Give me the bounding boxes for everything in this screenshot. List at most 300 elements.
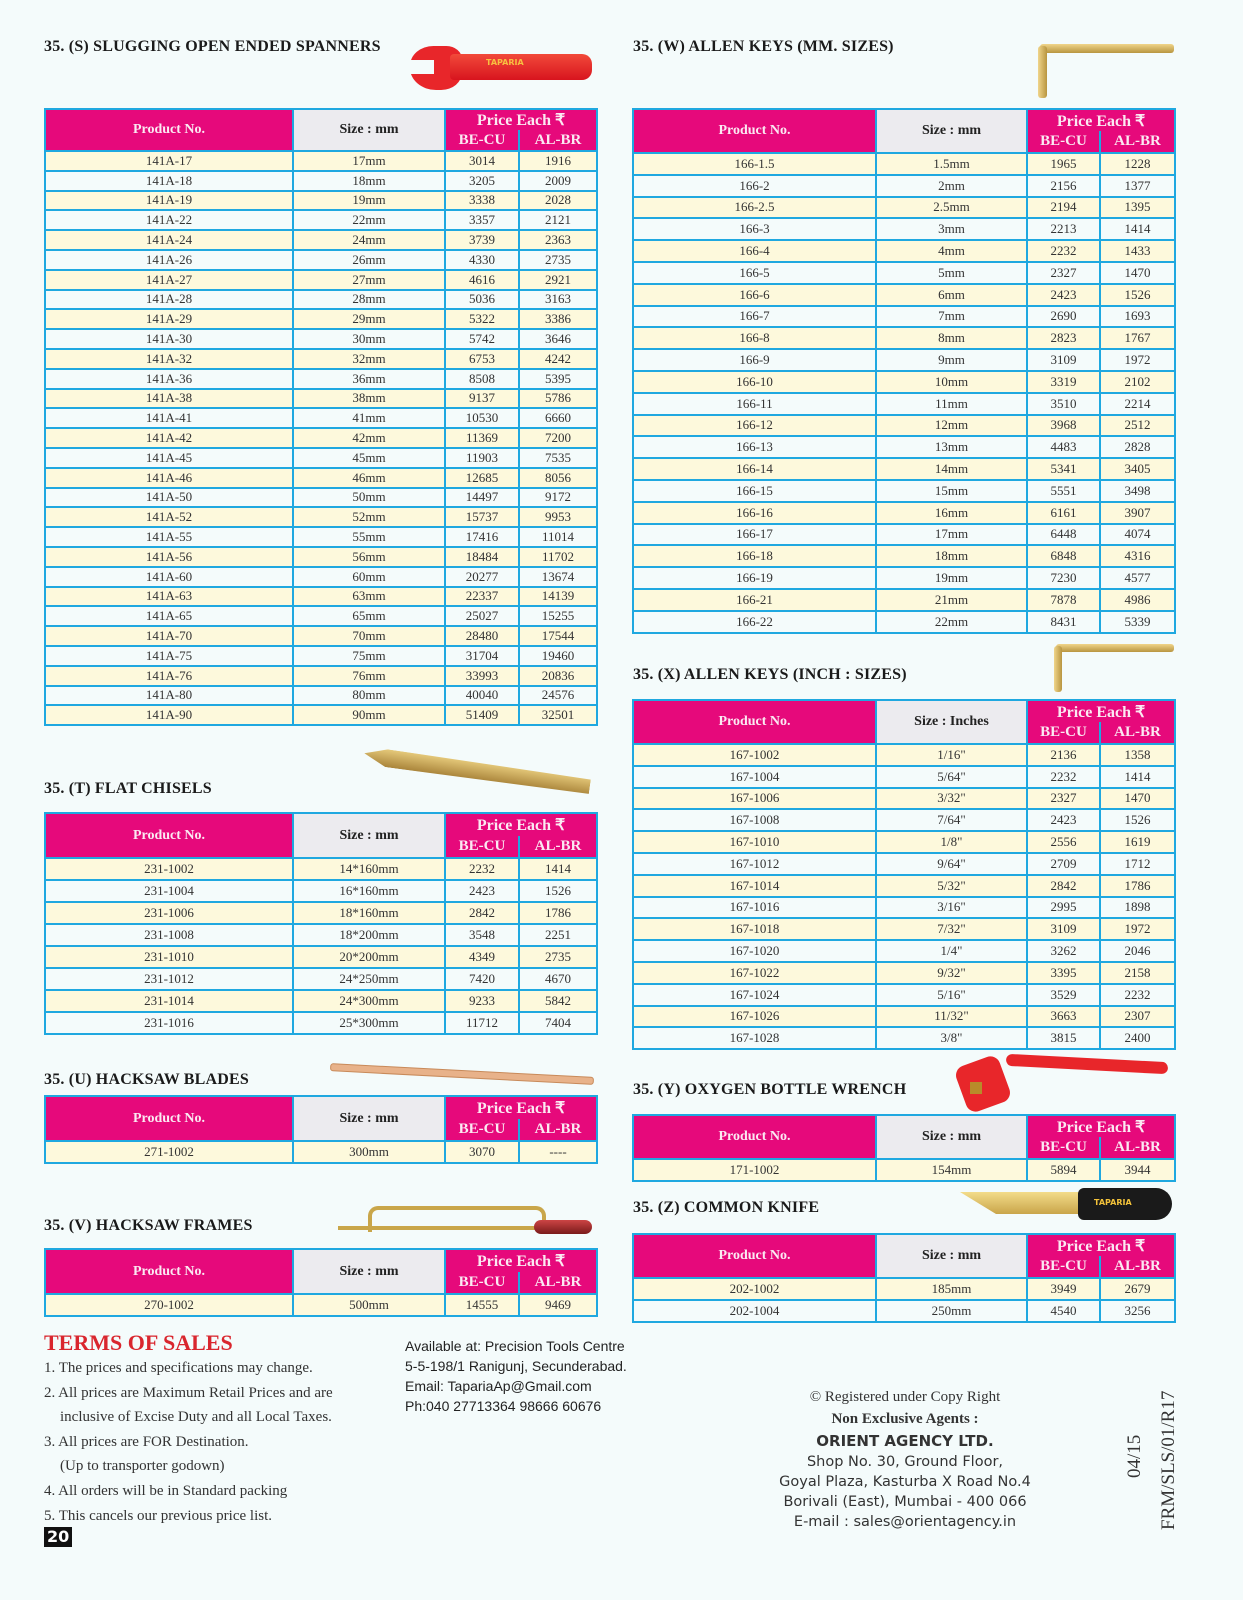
size-cell: 3/8" [876, 1027, 1027, 1049]
size-cell: 75mm [293, 646, 445, 666]
table-row [45, 880, 597, 902]
price-becu-cell: 15737 [445, 507, 519, 527]
product-no-cell: 141A-29 [45, 309, 293, 329]
product-no-cell: 141A-70 [45, 626, 293, 646]
price-albr-cell: 2921 [519, 270, 597, 290]
table-row [633, 393, 1175, 415]
date-code: 04/15 [1124, 1434, 1145, 1478]
price-becu-cell: 9233 [445, 990, 519, 1012]
column-header-price: Price Each ₹ [1027, 1115, 1175, 1137]
price-albr-cell: 1470 [1100, 788, 1175, 810]
size-cell: 56mm [293, 547, 445, 567]
table-row [633, 1159, 1175, 1181]
table-row [45, 902, 597, 924]
price-becu-cell: 11712 [445, 1012, 519, 1034]
price-albr-cell: 13674 [519, 567, 597, 587]
column-header-becu: BE-CU [1027, 722, 1100, 744]
size-cell: 1/8" [876, 831, 1027, 853]
price-albr-cell: 1898 [1100, 897, 1175, 919]
section-title-u: 35. (U) HACKSAW BLADES [44, 1071, 250, 1088]
price-albr-cell: 14139 [519, 587, 597, 607]
price-albr-cell: 15255 [519, 606, 597, 626]
table-row [45, 1012, 597, 1034]
column-header-albr: AL-BR [1100, 1256, 1175, 1278]
agent-email: E-mail : sales@orientagency.in [793, 1514, 1017, 1530]
price-becu-cell: 2842 [445, 902, 519, 924]
price-becu-cell: 7878 [1027, 589, 1100, 611]
terms-list [44, 1356, 333, 1528]
price-albr-cell: 8056 [519, 468, 597, 488]
price-albr-cell: 4670 [519, 968, 597, 990]
column-header-becu: BE-CU [445, 1119, 519, 1142]
column-header-becu: BE-CU [445, 836, 519, 859]
size-cell: 11/32" [876, 1006, 1027, 1028]
price-becu-cell: 9137 [445, 389, 519, 409]
table-row [633, 984, 1175, 1006]
size-cell: 8mm [876, 327, 1027, 349]
size-cell: 55mm [293, 527, 445, 547]
price-becu-cell: 5322 [445, 309, 519, 329]
column-header-size: Size : mm [876, 1115, 1027, 1159]
price-albr-cell: 19460 [519, 646, 597, 666]
price-becu-cell: 2690 [1027, 306, 1100, 328]
availability-email: Email: TapariaAp@Gmail.com [405, 1378, 592, 1394]
table-row [45, 547, 597, 567]
price-becu-cell: 3548 [445, 924, 519, 946]
product-no-cell: 141A-26 [45, 250, 293, 270]
price-albr-cell: 1377 [1100, 175, 1175, 197]
column-header-product: Product No. [633, 109, 876, 153]
price-becu-cell: 8431 [1027, 611, 1100, 633]
price-albr-cell: 5395 [519, 369, 597, 389]
table-row [45, 567, 597, 587]
product-no-cell: 166-10 [633, 371, 876, 393]
table-row [45, 389, 597, 409]
product-no-cell: 166-14 [633, 458, 876, 480]
table-row [633, 349, 1175, 371]
price-albr-cell: 17544 [519, 626, 597, 646]
size-cell: 32mm [293, 349, 445, 369]
product-no-cell: 171-1002 [633, 1159, 876, 1181]
price-albr-cell: 1358 [1100, 744, 1175, 766]
column-header-becu: BE-CU [445, 1272, 519, 1295]
product-no-cell: 202-1004 [633, 1300, 876, 1322]
product-no-cell: 141A-38 [45, 389, 293, 409]
product-no-cell: 167-1004 [633, 766, 876, 788]
product-no-cell: 141A-90 [45, 705, 293, 725]
price-becu-cell: 3070 [445, 1141, 519, 1163]
size-cell: 26mm [293, 250, 445, 270]
column-header-product: Product No. [633, 1115, 876, 1159]
size-cell: 16*160mm [293, 880, 445, 902]
table-row [633, 897, 1175, 919]
size-cell: 20*200mm [293, 946, 445, 968]
size-cell: 1/16" [876, 744, 1027, 766]
table-row [633, 831, 1175, 853]
price-albr-cell: 1712 [1100, 853, 1175, 875]
size-cell: 12mm [876, 415, 1027, 437]
table-row [45, 507, 597, 527]
price-albr-cell: 3386 [519, 309, 597, 329]
price-albr-cell: 1526 [1100, 284, 1175, 306]
product-no-cell: 231-1002 [45, 858, 293, 880]
price-becu-cell: 11369 [445, 428, 519, 448]
product-no-cell: 141A-19 [45, 191, 293, 211]
size-cell: 90mm [293, 705, 445, 725]
price-albr-cell: 3907 [1100, 502, 1175, 524]
table-row [633, 284, 1175, 306]
product-no-cell: 166-16 [633, 502, 876, 524]
column-header-albr: AL-BR [519, 1272, 597, 1295]
agent-address-line: Borivali (East), Mumbai - 400 066 [783, 1494, 1027, 1510]
table-row [633, 197, 1175, 219]
table-row [633, 262, 1175, 284]
column-header-price: Price Each ₹ [1027, 700, 1175, 722]
column-header-becu: BE-CU [1027, 1137, 1100, 1159]
price-table-w [632, 108, 1176, 634]
price-becu-cell: 2327 [1027, 788, 1100, 810]
price-becu-cell: 5036 [445, 290, 519, 310]
price-becu-cell: 6753 [445, 349, 519, 369]
table-row [633, 502, 1175, 524]
price-albr-cell: 5786 [519, 389, 597, 409]
table-row [45, 646, 597, 666]
price-albr-cell: 1786 [519, 902, 597, 924]
product-no-cell: 141A-50 [45, 488, 293, 508]
product-no-cell: 270-1002 [45, 1294, 293, 1316]
terms-item: 1. The prices and specifications may change. [44, 1360, 313, 1376]
table-row [633, 327, 1175, 349]
price-albr-cell: 1414 [1100, 218, 1175, 240]
price-albr-cell: 7535 [519, 448, 597, 468]
column-header-size: Size : mm [293, 109, 445, 151]
product-no-cell: 141A-30 [45, 329, 293, 349]
product-no-cell: 141A-65 [45, 606, 293, 626]
column-header-size: Size : mm [293, 1096, 445, 1141]
price-becu-cell: 3109 [1027, 349, 1100, 371]
product-no-cell: 166-6 [633, 284, 876, 306]
price-becu-cell: 51409 [445, 705, 519, 725]
price-becu-cell: 2136 [1027, 744, 1100, 766]
size-cell: 9/64" [876, 853, 1027, 875]
product-no-cell: 141A-63 [45, 587, 293, 607]
table-row [633, 589, 1175, 611]
price-becu-cell: 5341 [1027, 458, 1100, 480]
price-becu-cell: 40040 [445, 686, 519, 706]
price-becu-cell: 3262 [1027, 940, 1100, 962]
size-cell: 50mm [293, 488, 445, 508]
agent-info [740, 1386, 1070, 1532]
terms-item: inclusive of Excise Duty and all Local Taxes. [60, 1409, 332, 1426]
size-cell: 27mm [293, 270, 445, 290]
product-no-cell: 231-1016 [45, 1012, 293, 1034]
price-becu-cell: 2823 [1027, 327, 1100, 349]
size-cell: 65mm [293, 606, 445, 626]
table-row [633, 744, 1175, 766]
size-cell: 41mm [293, 408, 445, 428]
size-cell: 300mm [293, 1141, 445, 1163]
column-header-albr: AL-BR [519, 1119, 597, 1142]
price-becu-cell: 2232 [1027, 240, 1100, 262]
price-becu-cell: 22337 [445, 587, 519, 607]
table-row [633, 545, 1175, 567]
size-cell: 5/32" [876, 875, 1027, 897]
header-row [45, 1249, 597, 1272]
product-no-cell: 231-1014 [45, 990, 293, 1012]
table-row [633, 918, 1175, 940]
price-becu-cell: 3739 [445, 230, 519, 250]
price-albr-cell: 2046 [1100, 940, 1175, 962]
price-albr-cell: 1972 [1100, 349, 1175, 371]
size-cell: 7/64" [876, 809, 1027, 831]
price-becu-cell: 3968 [1027, 415, 1100, 437]
product-no-cell: 141A-76 [45, 666, 293, 686]
table-row [45, 329, 597, 349]
price-albr-cell: 5842 [519, 990, 597, 1012]
column-header-price: Price Each ₹ [445, 813, 597, 836]
price-albr-cell: 3163 [519, 290, 597, 310]
size-cell: 28mm [293, 290, 445, 310]
product-no-cell: 141A-32 [45, 349, 293, 369]
header-row [633, 1115, 1175, 1137]
product-no-cell: 167-1002 [633, 744, 876, 766]
price-becu-cell: 2556 [1027, 831, 1100, 853]
terms-item: 5. This cancels our previous price list. [44, 1507, 273, 1524]
column-header-size: Size : mm [876, 1234, 1027, 1278]
price-albr-cell: 2232 [1100, 984, 1175, 1006]
column-header-price: Price Each ₹ [1027, 1234, 1175, 1256]
column-header-price: Price Each ₹ [445, 109, 597, 130]
product-no-cell: 167-1014 [633, 875, 876, 897]
price-albr-cell: 1526 [1100, 809, 1175, 831]
size-cell: 18mm [293, 171, 445, 191]
product-no-cell: 167-1024 [633, 984, 876, 1006]
product-no-cell: 166-13 [633, 436, 876, 458]
price-albr-cell: 2028 [519, 191, 597, 211]
price-albr-cell: 4577 [1100, 567, 1175, 589]
price-table-s [44, 108, 598, 726]
section-title-x: 35. (X) ALLEN KEYS (INCH : SIZES) [633, 666, 907, 683]
size-cell: 46mm [293, 468, 445, 488]
price-becu-cell: 2213 [1027, 218, 1100, 240]
product-no-cell: 141A-41 [45, 408, 293, 428]
product-no-cell: 166-7 [633, 306, 876, 328]
product-no-cell: 167-1008 [633, 809, 876, 831]
price-becu-cell: 2194 [1027, 197, 1100, 219]
table-row [45, 1141, 597, 1163]
table-row [633, 153, 1175, 175]
header-row [633, 1234, 1175, 1256]
price-becu-cell: 3205 [445, 171, 519, 191]
table-row [45, 527, 597, 547]
product-no-cell: 231-1010 [45, 946, 293, 968]
price-table-u [44, 1095, 598, 1164]
price-albr-cell: 3405 [1100, 458, 1175, 480]
price-albr-cell: 9172 [519, 488, 597, 508]
size-cell: 18mm [876, 545, 1027, 567]
product-no-cell: 167-1010 [633, 831, 876, 853]
product-no-cell: 141A-22 [45, 210, 293, 230]
size-cell: 5/64" [876, 766, 1027, 788]
table-row [633, 788, 1175, 810]
price-albr-cell: 1916 [519, 151, 597, 171]
size-cell: 9/32" [876, 962, 1027, 984]
agent-name: ORIENT AGENCY LTD. [816, 1432, 994, 1450]
price-albr-cell: 3646 [519, 329, 597, 349]
price-albr-cell: 2121 [519, 210, 597, 230]
terms-item: (Up to transporter godown) [60, 1458, 225, 1475]
table-row [45, 626, 597, 646]
size-cell: 24*250mm [293, 968, 445, 990]
price-albr-cell: 2158 [1100, 962, 1175, 984]
price-albr-cell: 20836 [519, 666, 597, 686]
price-albr-cell: 1693 [1100, 306, 1175, 328]
price-becu-cell: 31704 [445, 646, 519, 666]
price-albr-cell: 2251 [519, 924, 597, 946]
column-header-size: Size : mm [293, 1249, 445, 1294]
column-header-albr: AL-BR [1100, 131, 1175, 153]
header-row [45, 813, 597, 836]
size-cell: 185mm [876, 1278, 1027, 1300]
price-becu-cell: 4540 [1027, 1300, 1100, 1322]
table-row [45, 705, 597, 725]
terms-title: TERMS OF SALES [44, 1330, 233, 1355]
table-row [45, 230, 597, 250]
size-cell: 30mm [293, 329, 445, 349]
product-no-cell: 141A-60 [45, 567, 293, 587]
size-cell: 21mm [876, 589, 1027, 611]
product-no-cell: 166-3 [633, 218, 876, 240]
price-becu-cell: 5551 [1027, 480, 1100, 502]
table-row [45, 290, 597, 310]
oxygen-wrench-image [956, 1054, 1172, 1114]
price-albr-cell: 2828 [1100, 436, 1175, 458]
price-albr-cell: 1526 [519, 880, 597, 902]
table-row [633, 175, 1175, 197]
price-becu-cell: 6161 [1027, 502, 1100, 524]
table-row [45, 587, 597, 607]
table-row [633, 1006, 1175, 1028]
table-row [45, 488, 597, 508]
table-row [45, 408, 597, 428]
price-albr-cell: 1414 [1100, 766, 1175, 788]
product-no-cell: 166-11 [633, 393, 876, 415]
price-albr-cell: 3498 [1100, 480, 1175, 502]
price-albr-cell: 2307 [1100, 1006, 1175, 1028]
table-row [633, 218, 1175, 240]
table-row [633, 809, 1175, 831]
price-becu-cell: 2423 [1027, 284, 1100, 306]
price-albr-cell: 1414 [519, 858, 597, 880]
product-no-cell: 166-2 [633, 175, 876, 197]
price-albr-cell: 24576 [519, 686, 597, 706]
size-cell: 19mm [293, 191, 445, 211]
price-table-v [44, 1248, 598, 1317]
section-title-w: 35. (W) ALLEN KEYS (MM. SIZES) [633, 38, 894, 55]
price-albr-cell: 7200 [519, 428, 597, 448]
price-albr-cell: 2214 [1100, 393, 1175, 415]
allen-key-mm-image [1036, 40, 1176, 100]
table-row [45, 448, 597, 468]
column-header-becu: BE-CU [1027, 1256, 1100, 1278]
price-albr-cell: 3256 [1100, 1300, 1175, 1322]
product-no-cell: 231-1004 [45, 880, 293, 902]
size-cell: 38mm [293, 389, 445, 409]
price-becu-cell: 6848 [1027, 545, 1100, 567]
price-becu-cell: 3949 [1027, 1278, 1100, 1300]
size-cell: 17mm [293, 151, 445, 171]
price-albr-cell: 4074 [1100, 524, 1175, 546]
section-title-y: 35. (Y) OXYGEN BOTTLE WRENCH [633, 1081, 907, 1098]
price-becu-cell: 3357 [445, 210, 519, 230]
table-row [45, 171, 597, 191]
price-becu-cell: 12685 [445, 468, 519, 488]
agent-address-line: Shop No. 30, Ground Floor, [806, 1454, 1004, 1470]
price-becu-cell: 3815 [1027, 1027, 1100, 1049]
price-albr-cell: 4986 [1100, 589, 1175, 611]
table-row [45, 666, 597, 686]
size-cell: 1.5mm [876, 153, 1027, 175]
size-cell: 14*160mm [293, 858, 445, 880]
price-becu-cell: 11903 [445, 448, 519, 468]
price-table-y [632, 1114, 1176, 1182]
brand-label: TAPARIA [486, 58, 524, 67]
price-becu-cell: 2156 [1027, 175, 1100, 197]
column-header-price: Price Each ₹ [445, 1096, 597, 1119]
table-row [45, 924, 597, 946]
section-title-z: 35. (Z) COMMON KNIFE [633, 1199, 820, 1216]
price-albr-cell: 7404 [519, 1012, 597, 1034]
size-cell: 15mm [876, 480, 1027, 502]
table-row [633, 371, 1175, 393]
size-cell: 29mm [293, 309, 445, 329]
table-row [633, 240, 1175, 262]
column-header-price: Price Each ₹ [1027, 109, 1175, 131]
product-no-cell: 141A-55 [45, 527, 293, 547]
product-no-cell: 166-5 [633, 262, 876, 284]
size-cell: 5/16" [876, 984, 1027, 1006]
price-albr-cell: 1470 [1100, 262, 1175, 284]
size-cell: 25*300mm [293, 1012, 445, 1034]
table-row [633, 436, 1175, 458]
table-row [45, 468, 597, 488]
price-albr-cell: 1972 [1100, 918, 1175, 940]
price-becu-cell: 2709 [1027, 853, 1100, 875]
price-table-z [632, 1233, 1176, 1323]
price-becu-cell: 3529 [1027, 984, 1100, 1006]
table-row [45, 309, 597, 329]
price-becu-cell: 7230 [1027, 567, 1100, 589]
product-no-cell: 167-1018 [633, 918, 876, 940]
size-cell: 14mm [876, 458, 1027, 480]
price-becu-cell: 2232 [1027, 766, 1100, 788]
product-no-cell: 167-1028 [633, 1027, 876, 1049]
terms-item: 4. All orders will be in Standard packing [44, 1482, 288, 1499]
product-no-cell: 141A-18 [45, 171, 293, 191]
header-row [633, 109, 1175, 131]
size-cell: 63mm [293, 587, 445, 607]
size-cell: 22mm [293, 210, 445, 230]
hacksaw-frame-image [338, 1200, 594, 1240]
table-row [633, 853, 1175, 875]
price-becu-cell: 7420 [445, 968, 519, 990]
price-table-x [632, 699, 1176, 1050]
size-cell: 17mm [876, 524, 1027, 546]
product-no-cell: 167-1012 [633, 853, 876, 875]
price-albr-cell: 4316 [1100, 545, 1175, 567]
product-no-cell: 166-9 [633, 349, 876, 371]
price-becu-cell: 17416 [445, 527, 519, 547]
